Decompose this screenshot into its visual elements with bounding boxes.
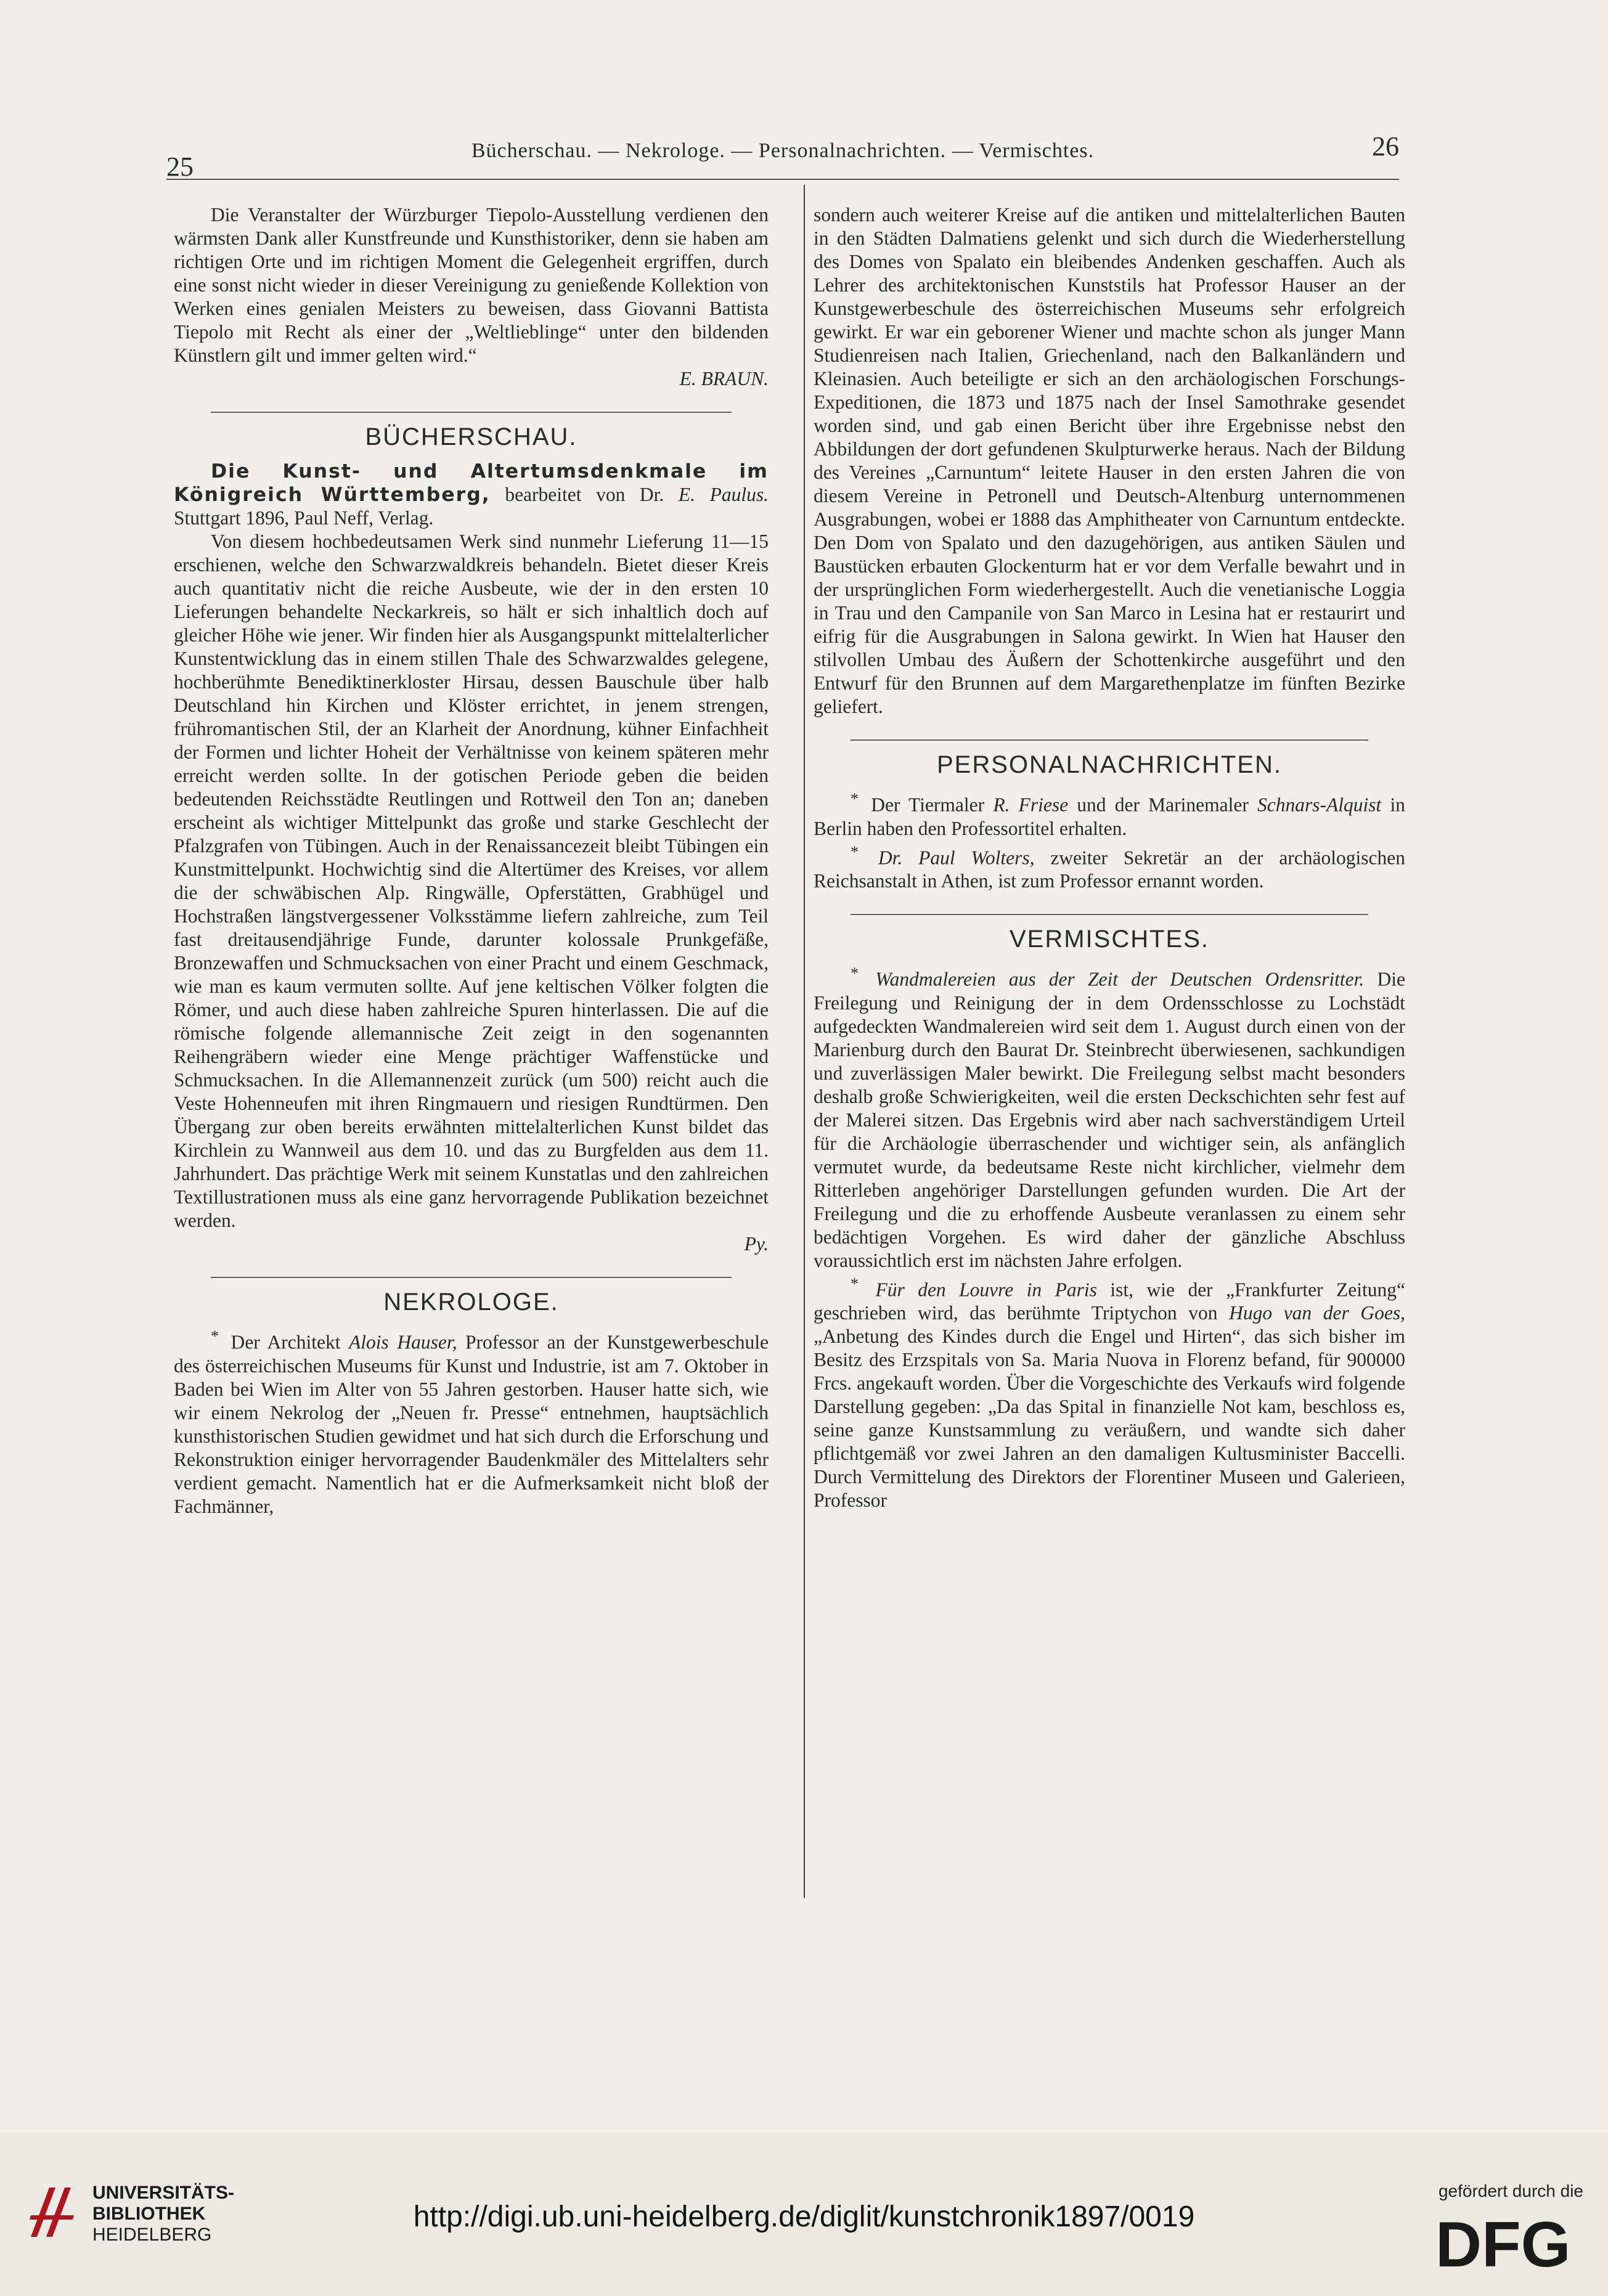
source-url-link[interactable]: http://digi.ub.uni-heidelberg.de/diglit/kunstchronik1897/0019 [413, 2200, 1195, 2233]
reviewer-signature: Py. [744, 1233, 769, 1255]
tiepolo-article-end: Die Veranstalter der Würzburger Tiepolo-Ausstellung verdienen den wärmsten Dank aller Kunstfreunde und Kunsthistoriker, denn sie haben am richtigen Orte und im richtigen Moment die Gelegenheit ergriffen, durch eine sonst nicht wieder in dieser Vereinigung zu genießende Kollektion von Werken eines genialen Meisters zu beweisen, dass Giovanni Battista Tiepolo mit Recht als einer der „Weltlieblinge“ unter den bildenden Künstlern gilt und immer gelten wird.“ [174, 204, 769, 366]
book-title: Die Kunst- und Altertumsdenkmale im Königreich Württemberg, [174, 460, 769, 506]
running-title: Bücherschau. — Nekrologe. — Personalnachrichten. — Vermischtes. [471, 139, 1095, 162]
heading-vermischtes: VERMISCHTES. [1009, 926, 1210, 953]
section-rule [851, 914, 1368, 915]
nekrolog-hauser: * Der Architekt Alois Hauser, Professor an der Kunstgewerbeschule des österreichischen Museums für Kunst und Industrie, ist am 7. Oktober in Baden bei Wien im Alter von 55 Jahren gestorben. Hauser hatte sich, wie wir einem Nekrolog der „Neuen fr. Presse“ entnehmen, hauptsächlich kunsthistorischen Studien gewidmet und hat sich durch die Erforschung und Rekonstruktion einiger hervorragender Baudenkmäler des Mittelalters sehr verdient gemacht. Namentlich hat er die Aufmerksamkeit nicht bloß der Fachmänner, [174, 1327, 769, 1517]
book-entry: Die Kunst- und Altertumsdenkmale im Königreich Württemberg, bearbeitet von Dr. E. Paulus. Stuttgart 1896, Paul Neff, Verlag. [174, 460, 769, 529]
section-rule [211, 412, 732, 413]
person-name: Alois Hauser, [349, 1331, 457, 1353]
book-review: Von diesem hochbedeutsamen Werk sind nunmehr Lieferung 11—15 erschienen, welche den Schwarzwaldkreis behandeln. Bietet dieser Kreis auch quantitativ nicht die reiche Ausbeute, wie der in den ersten 10 Lieferungen behandelte Neckarkreis, so hält er sich inhaltlich doch auf gleicher Höhe wie jener. Wir finden hier als Ausgangspunkt mittelalterlicher Kunstentwicklung das in einem stillen Thale des Schwarzwaldes gelegene, hochberühmte Benediktinerkloster Hirsau, dessen Bauschule über halb Deutschland hin Kirchen und Klöster errichtet, in jenem strengen, frühromantischen Stil, der an Klarheit der Anordnung, kühner Einfachheit der Formen und lichter Hoheit der Verhältnisse von keinem späteren mehr erreicht werden sollte. In der gotischen Periode geben die beiden bedeutenden Reichsstädte Reutlingen und Rottweil den Ton an; daneben erscheint als wichtiger Mittelpunkt das große und starke Geschlecht der Pfalzgrafen von Tübingen. Auch in der Renaissancezeit bleibt Tübingen ein Kunstmittelpunkt. Hochwichtig sind die Altertümer des Kreises, vor allem die der schwäbischen Alp. Ringwälle, Opferstätten, Grabhügel und Hochstraßen längstvergessener Volksstämme liefern zahlreiche, zum Teil fast dreitausendjährige Funde, darunter kolossale Prunkgefäße, Bronzewaffen und Schmucksachen von einer Pracht und einem Geschmack, wie man es kaum vermuten sollte. Auf jene keltischen Völker folgten die Römer, und auch diese haben zahlreiche Spuren hinterlassen. Die auf die römische folgende allemannische Zeit zeigt in den sogenannten Reihengräbern wieder eine Menge prächtiger Waffenstücke und Schmucksachen. In die Allemannenzeit zurück (um 500) reicht auch die Veste Hohenneufen mit ihren Ringmauern und riesigen Rundtürmen. Den Übergang zur oben bereits erwähnten mittelalterlichen Kunst bildet das Kirchlein zu Wannweil aus dem 10. und das zu Burgfelden aus dem 11. Jahrhundert. Das prächtige Werk mit seinem Kunstatlas und den zahlreichen Textillustrationen muss als eine ganz hervorragende Publikation bezeichnet werden. [174, 531, 769, 1231]
heading-buecherschau: BÜCHERSCHAU. [365, 423, 577, 450]
vermischtes-item-1: * Wandmalereien aus der Zeit der Deutschen Ordensritter. Die Freilegung und Reinigung der in dem Ordensschlosse zu Lochstädt aufgedeckten Wandmalereien wird seit dem 1. August durch einen von der Marienburg durch den Baurat Dr. Steinbrecht überwiesenen, sachkundigen und zuverlässigen Maler bewirkt. Die Freilegung selbst macht besonders deshalb große Schwierigkeiten, weil die ersten Deckschichten sehr fest auf der Malerei sitzen. Das Ergebnis wird aber nach sachverständigem Urteil für die Archäologie überraschender und wichtiger sein, als anfänglich vermutet wurde, da bedeutsame Reste nicht kirchlicher, vielmehr dem Ritterleben angehöriger Darstellungen gefunden wurden. Die Art der Freilegung und die zu erhoffende Ausbeute veranlassen zu einem sehr bedächtigen Vorgehen. Es wird daher der gänzliche Abschluss voraussichtlich erst im nächsten Jahre erfolgen. [814, 964, 1406, 1271]
svg-text:DFG: DFG [1435, 2212, 1571, 2274]
heading-nekrologe: NEKROLOGE. [383, 1288, 559, 1316]
heading-personalnachrichten: PERSONALNACHRICHTEN. [936, 751, 1283, 778]
vermischtes-item-2: * Für den Louvre in Paris ist, wie der „Frankfurter Zeitung“ geschrieben wird, das berühmte Triptychon von Hugo van der Goes, „Anbetung des Kindes durch die Engel und Hirten“, das sich bisher im Besitz des Erzspitals von Sa. Maria Nuova in Florenz befand, für 900000 Frcs. angekauft worden. Über die Vorgeschichte des Verkaufs wird folgende Darstellung gegeben: „Da das Spital in finanzielle Not kam, beschloss es, seine ganze Kunstsammlung zu veräußern, und wandte sich daher pflichtgemäß vor zwei Jahren an den damaligen Kultusminister Baccelli. Durch Vermittelung des Direktors der Florentiner Museen und Galerieen, Professor [814, 1274, 1405, 1511]
library-name: UNIVERSITÄTS- BIBLIOTHEK HEIDELBERG [92, 2183, 235, 2245]
book-editor: E. Paulus. [678, 484, 769, 505]
author-signature: E. BRAUN. [679, 368, 769, 389]
left-column [174, 203, 769, 1518]
funding-note: gefördert durch die [1438, 2181, 1583, 2200]
column-divider [804, 185, 805, 1898]
personal-item-2: * Dr. Paul Wolters, zweiter Sekretär an der archäologischen Reichsanstalt in Athen, ist zum Professor ernannt worden. [814, 842, 1406, 892]
page-number-left: 25 [166, 152, 194, 182]
section-rule [211, 1277, 732, 1278]
page-header [166, 123, 1399, 180]
digitization-footer [0, 2132, 1608, 2296]
nekrolog-continued: sondern auch weiterer Kreise auf die antiken und mittelalterlichen Bauten in den Städten Dalmatiens gelenkt und sich durch die Wiederherstellung des Domes von Spalato ein bleibendes Andenken geschaffen. Auch als Lehrer des architektonischen Kunststils hat Professor Hauser an der Kunstgewerbeschule des österreichischen Museums sehr erfolgreich gewirkt. Er war ein geborener Wiener und machte schon als junger Mann Studienreisen nach Italien, Griechenland, nach den Balkanländern und Kleinasien. Auch beteiligte er sich an den archäologischen Forschungs-Expeditionen, die 1873 und 1875 nach der Insel Samothrake gesendet worden sind, und gab einen Bericht über ihre Ergebnisse nebst den Abbildungen der dort gefundenen Skulpturwerke heraus. Nach der Bildung des Vereines „Carnuntum“ leitete Hauser in den ersten Jahren die von diesem Vereine in Petronell und Deutsch-Altenburg unternommenen Ausgrabungen, wobei er 1888 das Amphitheater von Carnuntum entdeckte. Den Dom von Spalato und den dazugehörigen, aus antiken Säulen und Baustücken erbauten Glockenturm hat er vor dem Verfalle bewahrt und in der ursprünglichen Form wiederhergestellt. Auch die venetianische Loggia in Trau und den Campanile von San Marco in Lesina hat er restaurirt und eifrig für die Ausgrabungen in Salona gewirkt. In Wien hat Hauser den stilvollen Umbau des Äußern der Schottenkirche ausgeführt und den Entwurf für den Brunnen auf dem Margarethenplatze im fünften Bezirke geliefert. [814, 204, 1405, 717]
right-column [814, 203, 1405, 1512]
dfg-logo-icon [1435, 2212, 1577, 2274]
page-number-right: 26 [1372, 131, 1399, 161]
section-rule [851, 739, 1368, 741]
personal-item-1: * Der Tiermaler R. Friese und der Marinemaler Schnars-Alquist in Berlin haben den Professortitel erhalten. [814, 790, 1405, 839]
